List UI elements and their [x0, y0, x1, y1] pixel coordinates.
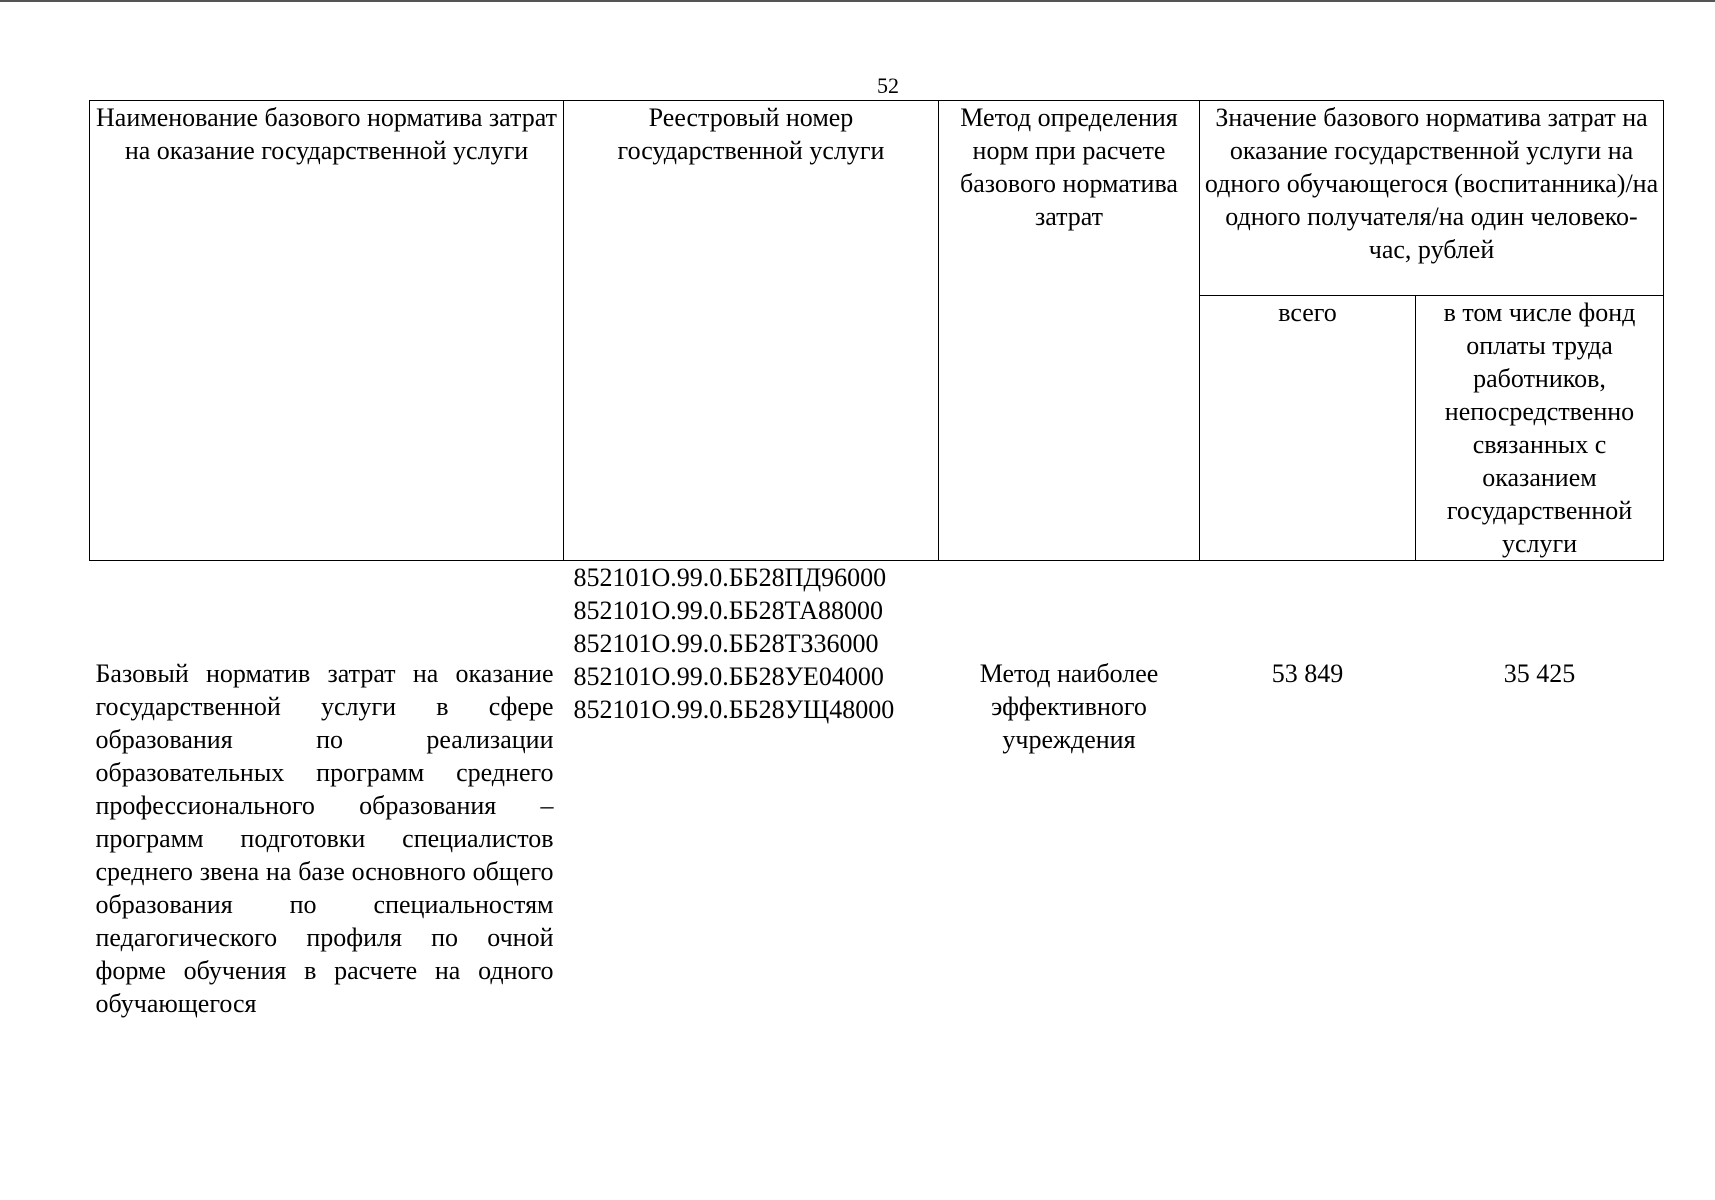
- registry-code: 852101О.99.0.ББ28УЕ04000: [573, 662, 884, 691]
- table-row: [90, 561, 1664, 1021]
- registry-code: 852101О.99.0.ББ28ТЗ36000: [573, 629, 879, 658]
- header-name: Наименование базового норматива затрат на оказание государственной услуги: [90, 101, 564, 561]
- page-number: 52: [877, 73, 899, 98]
- header-total: всего: [1200, 296, 1416, 561]
- header-registry-number: Реестровый номер государственной услуги: [564, 101, 939, 561]
- registry-code: 852101О.99.0.ББ28ТА88000: [573, 596, 883, 625]
- registry-code: 852101О.99.0.ББ28ПД96000: [573, 563, 887, 592]
- scan-edge-line: [0, 0, 1715, 2]
- header-row-main: [90, 101, 1664, 296]
- norm-cost-table: [89, 100, 1664, 1020]
- row-total: 53 849: [1271, 659, 1344, 688]
- row-including-fund: 35 425: [1503, 659, 1576, 688]
- registry-code: 852101О.99.0.ББ28УЩ48000: [573, 695, 895, 724]
- row-name: Базовый норматив затрат на оказание государственной услуги в сфере образования по реализации образовательных программ среднего профессионального образования – программ подготовки специалистов среднего звена на базе основного общего образования по специальностям педагогического профиля по очной форме обучения в расчете на одного обучающегося: [95, 659, 554, 1018]
- header-including-fund: в том числе фонд оплаты труда работников, непосредственно связанных с оказанием государственной услуги: [1416, 296, 1664, 561]
- header-value: Значение базового норматива затрат на оказание государственной услуги на одного обучающегося (воспитанника)/на одного получателя/на один человеко-час, рублей: [1200, 101, 1664, 296]
- header-method: Метод определения норм при расчете базового норматива затрат: [939, 101, 1200, 561]
- row-registry-codes: [564, 561, 939, 1021]
- row-method: Метод наиболее эффективного учреждения: [979, 659, 1159, 754]
